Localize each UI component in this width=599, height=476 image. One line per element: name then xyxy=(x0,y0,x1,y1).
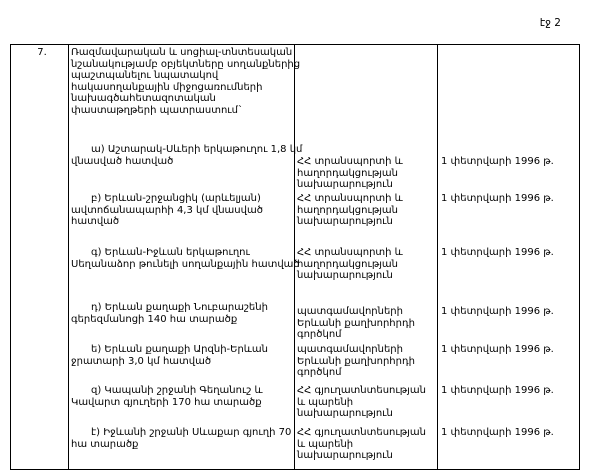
item-description: գ) Երևան-Իջևան երկաթուղու Սեղանաձոր թունելի սողանքային հատված xyxy=(71,247,300,270)
item-description: բ) Երևան-շրջանցիկ (արևելյան) ավտոճանապարհի 4,3 կմ վնասված հատված xyxy=(71,193,263,228)
item-responsible: ՀՀ գյուղատնտեսության և պարենի նախարարություն xyxy=(297,385,426,420)
row-number: 7. xyxy=(37,47,47,58)
measures-table xyxy=(10,44,580,470)
item-responsible: ՀՀ տրանսպորտի և հաղորդակցության նախարարություն xyxy=(297,193,403,228)
item-description: ե) Երևան քաղաքի Արզնի-Երևան ջրատարի 3,0 կմ հատված xyxy=(71,344,268,367)
item-description: զ) Կապանի շրջանի Գեղանուշ և Կավարտ գյուղերի 170 հա տարածք xyxy=(71,385,263,408)
item-deadline: 1 փետրվարի 1996 թ. xyxy=(441,156,554,167)
item-description: ա) Աշտարակ-Սևերի երկաթուղու 1,8 կմ վնասված հատված xyxy=(71,144,303,167)
item-responsible: ՀՀ տրանսպորտի և հաղորդակցության նախարարություն xyxy=(297,247,403,282)
item-responsible: պատգամավորների Երևանի քաղխորհրդի գործկոմ xyxy=(297,306,415,341)
item-deadline: 1 փետրվարի 1996 թ. xyxy=(441,193,554,204)
column-divider xyxy=(68,45,69,469)
item-description: է) Իջևանի շրջանի Սևաքար գյուղի 70 հա տարածք xyxy=(71,427,292,450)
item-responsible: ՀՀ գյուղատնտեսության և պարենի նախարարություն xyxy=(297,427,426,462)
item-description: դ) Երևան քաղաքի Նուբարաշենի գերեզմանոցի 140 հա տարածք xyxy=(71,302,268,325)
item-responsible: ՀՀ տրանսպորտի և հաղորդակցության նախարարություն xyxy=(297,156,403,191)
measure-description: Ռազմավարական և սոցիալ-տնտեսական նշանակությամբ օբյեկտները սողանքներից պաշտպանելու նպատակով հակասողանքային միջոցառումների նախագծահետազոտական փաստաթղթերի պատրաստում` xyxy=(71,47,301,116)
column-divider xyxy=(437,45,438,469)
item-deadline: 1 փետրվարի 1996 թ. xyxy=(441,427,554,438)
item-deadline: 1 փետրվարի 1996 թ. xyxy=(441,247,554,258)
item-deadline: 1 փետրվարի 1996 թ. xyxy=(441,344,554,355)
page-number-label: էջ 2 xyxy=(539,17,561,29)
item-responsible: պատգամավորների Երևանի քաղխորհրդի գործկոմ xyxy=(297,344,415,379)
item-deadline: 1 փետրվարի 1996 թ. xyxy=(441,306,554,317)
item-deadline: 1 փետրվարի 1996 թ. xyxy=(441,385,554,396)
